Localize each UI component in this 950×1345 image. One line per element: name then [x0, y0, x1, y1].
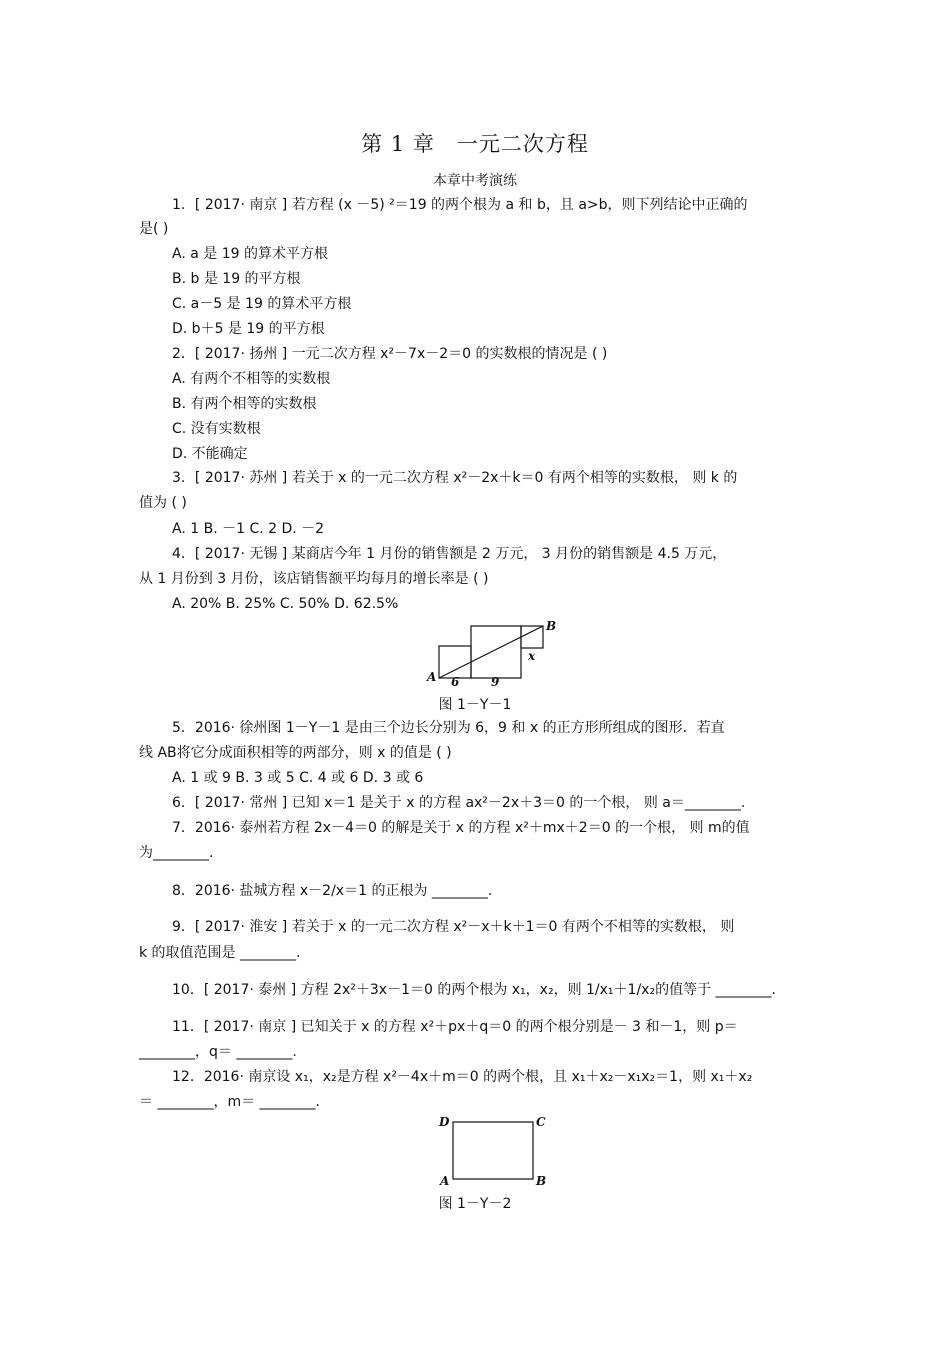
question-3-options: A. 1 B. －1 C. 2 D. －2	[172, 521, 325, 537]
chapter-title: 第 1 章 一元二次方程	[361, 132, 589, 156]
question-9-stem-cont: k 的取值范围是 ________.	[139, 945, 301, 961]
question-2-option-b: B. 有两个相等的实数根	[172, 396, 317, 412]
figure-2-rect-abcd	[453, 1122, 533, 1179]
question-4-stem-cont: 从 1 月份到 3 月份，该店销售额平均每月的增长率是 ( )	[139, 571, 489, 587]
question-12-stem-cont: ＝ ________，m＝ ________.	[139, 1094, 320, 1110]
figure-2-caption: 图 1－Y－2	[438, 1196, 512, 1212]
figure-1-label-a: A	[427, 670, 437, 684]
question-1-stem-cont: 是( )	[139, 221, 169, 237]
question-1-option-a: A. a 是 19 的算术平方根	[172, 246, 328, 262]
question-1-option-d: D. b＋5 是 19 的平方根	[172, 321, 325, 337]
question-3-stem: 3．[ 2017· 苏州 ] 若关于 x 的一元二次方程 x²－2x＋k＝0 有两个相等的实数根， 则 k 的	[172, 470, 738, 486]
question-5-options: A. 1 或 9 B. 3 或 5 C. 4 或 6 D. 3 或 6	[172, 770, 424, 786]
question-5-stem-cont: 线 AB将它分成面积相等的两部分，则 x 的值是 ( )	[139, 745, 452, 761]
question-2-option-d: D. 不能确定	[172, 446, 248, 462]
question-11-stem-cont: ________，q＝ ________.	[139, 1044, 297, 1060]
question-1-option-b: B. b 是 19 的平方根	[172, 271, 301, 287]
figure-2-label-d: D	[439, 1115, 450, 1129]
figure-1-label-6: 6	[451, 675, 460, 688]
question-1-stem: 1．[ 2017· 南京 ] 若方程 (x －5) ²＝19 的两个根为 a 和 b，且 a>b，则下列结论中正确的	[172, 197, 748, 213]
figure-1-label-b: B	[546, 619, 557, 633]
question-2-option-a: A. 有两个不相等的实数根	[172, 371, 331, 387]
figure-1-label-9: 9	[491, 675, 500, 688]
question-6: 6．[ 2017· 常州 ] 已知 x＝1 是关于 x 的方程 ax²－2x＋3＝0 的一个根， 则 a＝________.	[172, 795, 746, 811]
figure-2-label-c: C	[536, 1115, 546, 1129]
question-4-options: A. 20% B. 25% C. 50% D. 62.5%	[172, 596, 399, 612]
figure-1-caption: 图 1－Y－1	[438, 697, 512, 713]
figure-1-label-x: x	[528, 649, 536, 663]
question-8: 8．2016· 盐城方程 x－2/x＝1 的正根为 ________.	[172, 883, 493, 899]
question-3-stem-cont: 值为 ( )	[139, 495, 187, 511]
section-subtitle: 本章中考演练	[433, 173, 517, 189]
figure-2-label-a: A	[440, 1174, 450, 1188]
question-11-stem: 11．[ 2017· 南京 ] 已知关于 x 的方程 x²＋px＋q＝0 的两个根分别是－ 3 和－1，则 p＝	[172, 1019, 738, 1035]
figure-1-square-9	[471, 626, 521, 678]
figure-2-rectangle	[436, 1112, 551, 1192]
figure-1-squares	[425, 618, 560, 688]
question-10: 10．[ 2017· 泰州 ] 方程 2x²＋3x－1＝0 的两个根为 x₁，x₂，则 1/x₁＋1/x₂的值等于 ________.	[172, 982, 776, 998]
figure-1-square-6	[439, 646, 471, 678]
question-2-option-c: C. 没有实数根	[172, 421, 261, 437]
figure-1-square-x	[521, 626, 543, 648]
question-1-option-c: C. a－5 是 19 的算术平方根	[172, 296, 352, 312]
question-9-stem: 9．[ 2017· 淮安 ] 若关于 x 的一元二次方程 x²－x＋k＋1＝0 有两个不相等的实数根， 则	[172, 919, 735, 935]
question-4-stem: 4．[ 2017· 无锡 ] 某商店今年 1 月份的销售额是 2 万元， 3 月份的销售额是 4.5 万元，	[172, 546, 727, 562]
question-12-stem: 12．2016· 南京设 x₁，x₂是方程 x²－4x＋m＝0 的两个根，且 x₁＋x₂－x₁x₂＝1，则 x₁＋x₂	[172, 1069, 753, 1085]
question-7-stem: 7．2016· 泰州若方程 2x－4＝0 的解是关于 x 的方程 x²＋mx＋2＝0 的一个根， 则 m的值	[172, 820, 750, 836]
figure-2-label-b: B	[536, 1174, 547, 1188]
question-7-stem-cont: 为________.	[139, 845, 214, 861]
question-5-stem: 5．2016· 徐州图 1－Y－1 是由三个边长分别为 6，9 和 x 的正方形所组成的图形．若直	[172, 720, 725, 736]
question-2-stem: 2．[ 2017· 扬州 ] 一元二次方程 x²－7x－2＝0 的实数根的情况是 ( )	[172, 346, 608, 362]
